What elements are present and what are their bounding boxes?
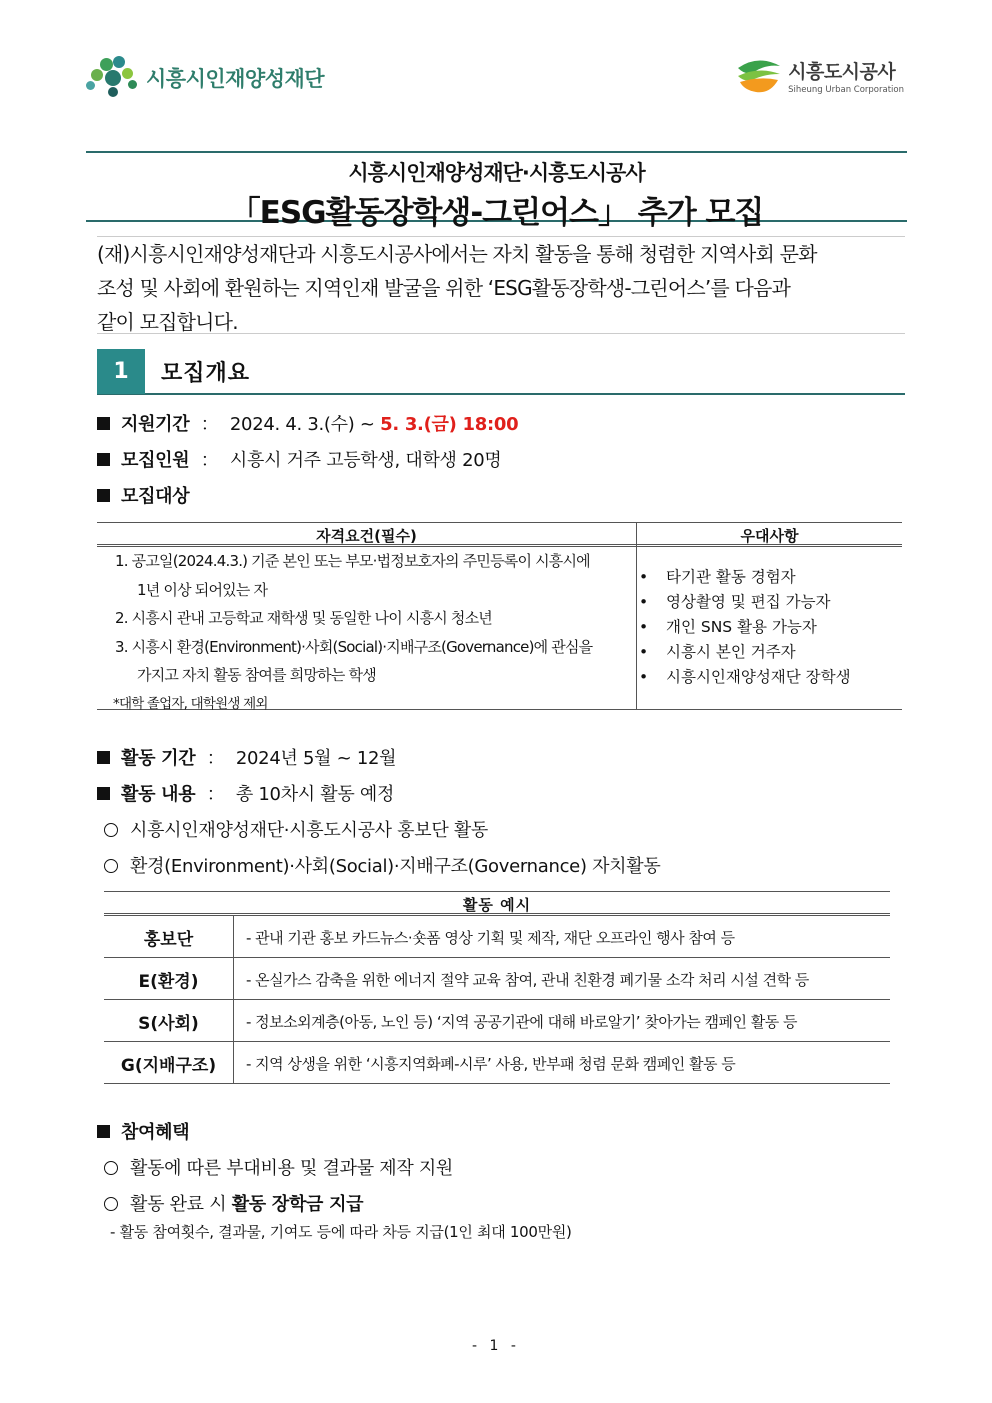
square-bullet-icon (97, 751, 110, 764)
activity-item: 시흥시인재양성재단·시흥도시공사 홍보단 활동 (104, 816, 488, 842)
row-value: - 온실가스 감축을 위한 에너지 절약 교육 참여, 관내 친환경 폐기물 소각 처리 시설 견학 등 (246, 971, 809, 989)
requirement-item: 3. 시흥시 환경(Environment)·사회(Social)·지배구조(Governance)에 관심을 (115, 637, 593, 656)
section-number: 1 (97, 349, 145, 394)
separator: ： (206, 748, 225, 769)
corporation-logo-text: 시흥도시공사 (788, 61, 896, 83)
activity-period-value: 2024년 5월 ~ 12월 (235, 748, 397, 769)
apply-period-end: 5. 3.(금) 18:00 (380, 414, 519, 435)
target (97, 482, 189, 508)
intro-paragraph (97, 236, 905, 334)
preference-item: • 개인 SNS 활용 가능자 (639, 618, 817, 636)
preference-item: • 영상촬영 및 편집 가능자 (639, 593, 831, 611)
foundation-logo-text: 시흥시인재양성재단 (146, 67, 325, 91)
requirements-list (115, 547, 635, 718)
separator: ： (200, 450, 219, 471)
square-bullet-icon (97, 417, 110, 430)
benefit-footnote: - 활동 참여횟수, 결과물, 기여도 등에 따라 차등 지급(1인 최대 100만원) (110, 1223, 572, 1241)
activity-period (97, 744, 396, 770)
benefit-item: 활동에 따른 부대비용 및 결과물 제작 지원 (104, 1154, 453, 1180)
square-bullet-icon (97, 489, 110, 502)
recruits-label: 모집인원 (121, 450, 190, 471)
requirement-item: 1. 공고일(2024.4.3.) 기준 본인 또는 부모·법정보호자의 주민등록이 시흥시에 (115, 552, 590, 570)
section-heading (97, 349, 905, 395)
table-divider (636, 522, 637, 710)
row-key: 홍보단 (104, 916, 234, 958)
page-title: 「ESG활동장학생-그린어스」 추가 모집 (229, 195, 764, 231)
benefit-highlight: 활동 장학금 지급 (231, 1194, 364, 1215)
separator: ： (200, 414, 219, 435)
benefits-label: 참여혜택 (121, 1122, 190, 1143)
page-number: - 1 - (472, 1338, 520, 1354)
activity-examples-header: 활동 예시 (104, 891, 890, 916)
table-row (104, 958, 890, 1000)
table-row (104, 916, 890, 958)
square-bullet-icon (97, 787, 110, 800)
activity-content-label: 활동 내용 (121, 784, 196, 805)
preferences-list (639, 565, 899, 690)
requirement-note: *대학 졸업자, 대학원생 제외 (113, 695, 268, 712)
intro-line: (재)시흥시인재양성재단과 시흥도시공사에서는 자치 활동을 통해 청렴한 지역사회 문화 (97, 242, 817, 266)
requirement-item: 1년 이상 되어있는 자 (137, 580, 268, 599)
row-value: - 관내 기관 홍보 카드뉴스·숏폼 영상 기획 및 제작, 재단 오프라인 행사 참여 등 (246, 929, 735, 947)
activity-content-value: 총 10차시 활동 예정 (235, 784, 395, 805)
circle-bullet-icon (104, 1161, 118, 1175)
foundation-logo (86, 56, 324, 100)
section-title: 모집개요 (161, 361, 251, 386)
row-key: S(사회) (104, 1000, 234, 1042)
circle-bullet-icon (104, 1197, 118, 1211)
row-value: - 정보소외계층(아동, 노인 등) ‘지역 공공기관에 대해 바로알기’ 찾아가는 캠페인 활동 등 (246, 1013, 798, 1031)
preference-item: • 타기관 활동 경험자 (639, 568, 796, 586)
table-row (104, 1042, 890, 1084)
foundation-logo-icon (86, 56, 144, 100)
table-row (104, 1000, 890, 1042)
apply-period-start: 2024. 4. 3.(수) ~ (229, 414, 381, 435)
activity-item: 환경(Environment)·사회(Social)·지배구조(Governance) 자치활동 (104, 852, 660, 878)
intro-line: 조성 및 사회에 환원하는 지역인재 발굴을 위한 ‘ESG활동장학생-그린어스’를 다음과 (97, 276, 791, 300)
requirement-item: 가지고 자치 활동 참여를 희망하는 학생 (137, 666, 376, 684)
square-bullet-icon (97, 453, 110, 466)
activity-examples-table (104, 891, 890, 1084)
requirement-item: 2. 시흥시 관내 고등학교 재학생 및 동일한 나이 시흥시 청소년 (115, 609, 492, 627)
title-block (86, 151, 907, 231)
intro-line: 같이 모집합니다. (97, 310, 238, 334)
square-bullet-icon (97, 1125, 110, 1138)
recruits-value: 시흥시 거주 고등학생, 대학생 20명 (229, 450, 502, 471)
activity-period-label: 활동 기간 (121, 748, 196, 769)
preference-item: • 시흥시 본인 거주자 (639, 643, 796, 661)
apply-period (97, 410, 518, 436)
corporation-logo (736, 56, 904, 96)
separator: ： (206, 784, 225, 805)
apply-period-label: 지원기간 (121, 414, 190, 435)
eligibility-table-header (97, 522, 902, 547)
benefit-item: 활동 완료 시 활동 장학금 지급 (104, 1190, 363, 1216)
benefits (97, 1118, 189, 1144)
row-value: - 지역 상생을 위한 ‘시흥지역화폐-시루’ 사용, 반부패 청렴 문화 캠페인 활동 등 (246, 1055, 736, 1073)
title-sub: 시흥시인재양성재단·시흥도시공사 (348, 161, 645, 185)
activity-content (97, 780, 394, 806)
preference-item: • 시흥시인재양성재단 장학생 (639, 668, 851, 686)
circle-bullet-icon (104, 823, 118, 837)
eligibility-table (97, 522, 902, 710)
row-key: G(지배구조) (104, 1042, 234, 1084)
corporation-logo-subtext: Siheung Urban Corporation (788, 85, 904, 95)
row-key: E(환경) (104, 958, 234, 1000)
preferences-header: 우대사항 (740, 527, 799, 545)
circle-bullet-icon (104, 859, 118, 873)
target-label: 모집대상 (121, 486, 190, 507)
recruits (97, 446, 501, 472)
requirements-header: 자격요건(필수) (316, 527, 417, 545)
corporation-logo-icon (736, 58, 782, 94)
